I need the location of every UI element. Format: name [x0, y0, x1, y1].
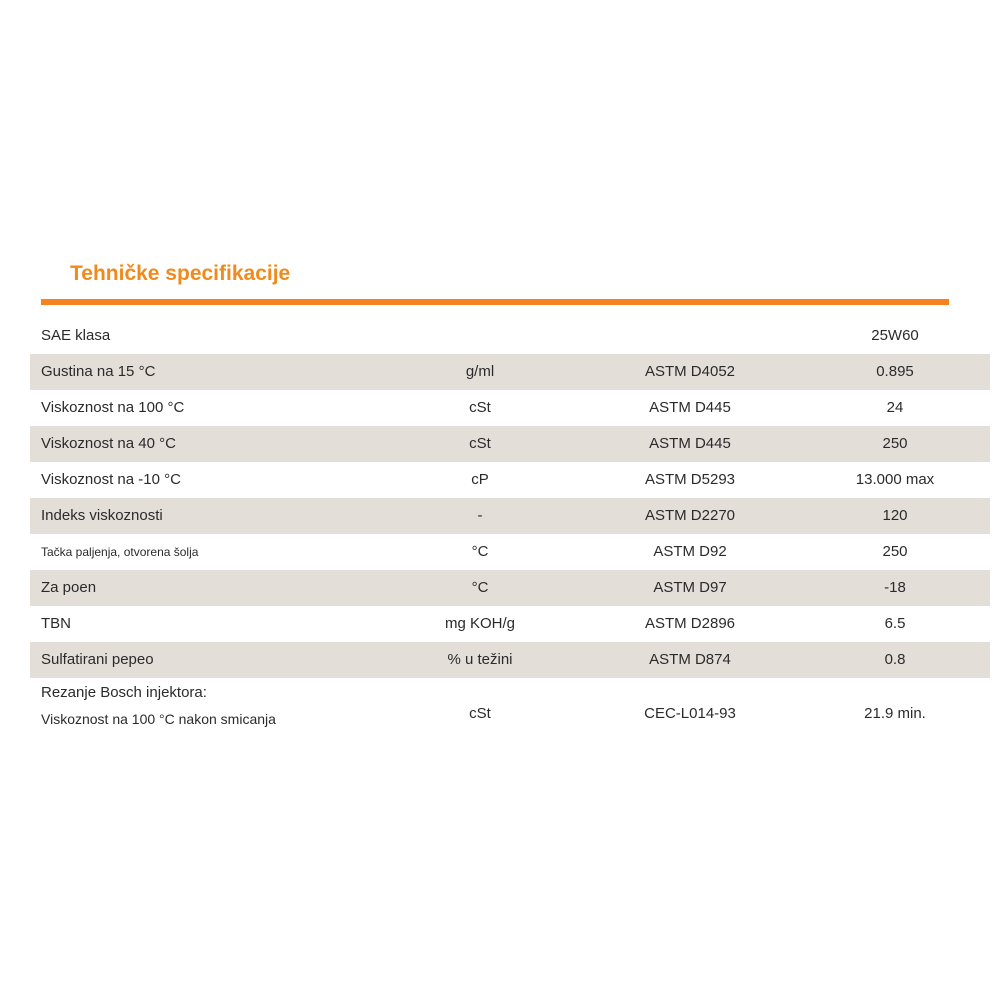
property-name: Viskoznost na 100 °C: [41, 399, 185, 416]
property-value: 24: [886, 399, 904, 416]
property-name: Gustina na 15 °C: [41, 363, 156, 380]
property-unit: mg KOH/g: [444, 615, 516, 632]
property-name-detail: Viskoznost na 100 °C nakon smicanja: [41, 711, 276, 727]
test-method: ASTM D445: [649, 399, 731, 416]
table-row: [30, 678, 990, 738]
test-method: ASTM D4052: [644, 363, 736, 380]
property-value: 120: [882, 507, 908, 524]
table-row: [30, 534, 990, 570]
section-title: Tehničke specifikacije: [70, 262, 291, 285]
table-row: [30, 462, 990, 498]
test-method: ASTM D97: [653, 579, 727, 596]
property-value: 6.5: [884, 615, 906, 632]
property-value: 13.000 max: [855, 471, 935, 488]
test-method: ASTM D2270: [644, 507, 736, 524]
test-method: ASTM D2896: [644, 615, 736, 632]
property-name: Rezanje Bosch injektora:: [41, 684, 207, 701]
table-row: [30, 570, 990, 606]
test-method: ASTM D92: [653, 543, 727, 560]
table-row: [30, 606, 990, 642]
property-unit: °C: [471, 579, 489, 596]
property-value: -18: [884, 579, 906, 596]
property-name: SAE klasa: [41, 327, 111, 344]
property-name: Indeks viskoznosti: [41, 507, 163, 524]
test-method: ASTM D445: [649, 435, 731, 452]
property-unit: [360, 318, 600, 354]
property-unit: g/ml: [465, 363, 495, 380]
table-row: [30, 642, 990, 678]
property-unit: cSt: [469, 435, 491, 452]
property-unit: °C: [471, 543, 489, 560]
property-unit: % u težini: [447, 651, 513, 668]
test-method: CEC-L014-93: [644, 705, 736, 722]
property-value: 0.8: [884, 651, 906, 668]
property-name: Za poen: [41, 579, 97, 596]
test-method: [590, 318, 790, 354]
table-row: [30, 498, 990, 534]
property-unit: cP: [471, 471, 489, 488]
property-unit: cSt: [469, 705, 491, 722]
property-value: 21.9 min.: [864, 705, 926, 722]
test-method: ASTM D5293: [644, 471, 736, 488]
property-value: 25W60: [871, 327, 919, 344]
table-row: [30, 426, 990, 462]
property-value: 250: [882, 543, 908, 560]
property-name: Viskoznost na 40 °C: [41, 435, 176, 452]
property-name: Viskoznost na -10 °C: [41, 471, 181, 488]
property-name: Tačka paljenja, otvorena šolja: [41, 545, 199, 559]
property-name: TBN: [41, 615, 71, 632]
property-value: 0.895: [876, 363, 914, 380]
table-row: [30, 390, 990, 426]
property-unit: -: [477, 507, 483, 524]
table-row: [30, 318, 990, 354]
table-row: [30, 354, 990, 390]
test-method: ASTM D874: [649, 651, 731, 668]
property-value: 250: [882, 435, 908, 452]
spec-table: [30, 318, 990, 738]
property-unit: cSt: [469, 399, 491, 416]
property-name: Sulfatirani pepeo: [41, 651, 154, 668]
title-underline: [41, 299, 949, 305]
